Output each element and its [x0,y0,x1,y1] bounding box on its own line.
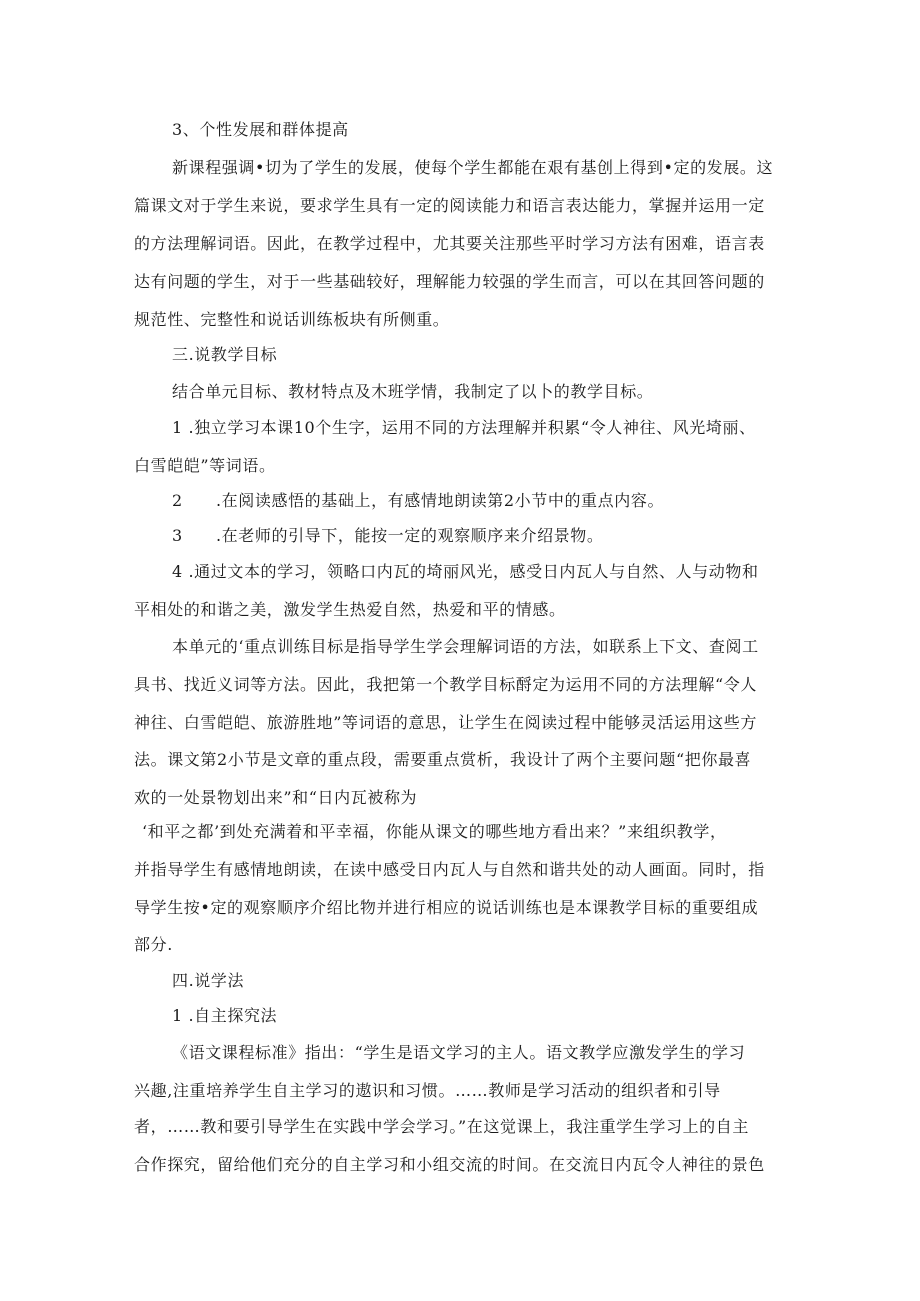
goal-item-1: 1 .独立学习本课10个生字，运用不同的方法理解并积累“令人神往、风光埼丽、 [172,418,756,437]
paragraph-line: 本单元的‘重点训练目标是指导学生学会理解词语的方法，如联系上下文、查阅工 [172,637,759,656]
heading-learning-methods: 四.说学法 [172,971,245,990]
goal-item-2: 2 .在阅读感悟的基础上，有感情地朗读第2小节中的重点内容。 [172,491,665,510]
paragraph-line: 篇课文对于学生来说，要求学生具有一定的阅读能力和语言表达能力，掌握并运用一定 [134,196,765,215]
paragraph-line: 欢的一处景物划出来”和“日内瓦被称为 [134,788,418,807]
subheading-self-inquiry: 1 .自主探究法 [172,1006,278,1025]
heading-teaching-goals: 三.说教学目标 [172,345,278,364]
paragraph-line: 并指导学生有感情地朗读，在读中感受日内瓦人与自然和谐共处的动人画面。同时，指 [134,860,765,879]
paragraph-line: 部分. [134,935,173,954]
paragraph-line: 合作探究，留给他们充分的自主学习和小组交流的时间。在交流日内瓦令人神往的景色 [134,1155,765,1174]
paragraph-line: 者，……教和要引导学生在实践中学会学习。”在这觉课上，我注重学生学习上的自主 [134,1117,749,1136]
paragraph-line: 结合单元目标、教材特点及木班学情，我制定了以卜的教学目标。 [172,382,654,401]
paragraph-line: ‘和平之都’到处充满着和平幸福，你能从课文的哪些地方看出来？”来组织教学， [142,822,727,841]
goal-item-4-cont: 平相处的和谐之美，激发学生热爱自然，热爱和平的情感。 [134,600,566,619]
paragraph-line: 规范性、完整性和说话训练板块有所侧重。 [134,310,450,329]
paragraph-line: 神往、白雪皑皑、旅游胜地”等词语的意思，让学生在阅读过程中能够灵活运用这些方 [134,713,757,732]
paragraph-line: 具书、找近义词等方法。因此，我把第一个教学目标酹定为运用不同的方法理解“令人 [134,675,757,694]
goal-item-1-cont: 白雪皑皑”等词语。 [134,456,276,475]
goal-item-4: 4 .通过文本的学习，领略口内瓦的埼丽风光，感受日内瓦人与自然、人与动物和 [172,562,759,581]
paragraph-line: 法。课文第2小节是文章的重点段，需要重点赏析，我设计了两个主要问题“把你最喜 [134,750,752,769]
paragraph-line: 的方法理解词语。因此，在教学过程中，尤其要关注那些平时学习方法有困难，语言表 [134,234,765,253]
heading-individual-development: 3、个性发展和群体提高 [172,120,349,139]
paragraph-line: 《语文课程标准》指出：“学生是语文学习的主人。语文教学应激发学生的学习 [172,1043,746,1062]
goal-item-3: 3 .在老师的引导下，能按一定的观察顺序来介绍景物。 [172,526,604,545]
paragraph-line: 导学生按•定的观察顺序介绍比物并进行相应的说话训练也是本课教学目标的重要组成 [134,898,759,917]
paragraph-line: 新课程强调•切为了学生的发展，使每个学生都能在艰有基创上得到•定的发展。这 [172,158,774,177]
paragraph-line: 兴趣,注重培养学生自主学习的遨识和习惯。……教师是学习活动的组织者和引导 [134,1081,721,1100]
paragraph-line: 达有问题的学生，对于一些基础较好，理解能力较强的学生而言，可以在其回答问题的 [134,272,765,291]
